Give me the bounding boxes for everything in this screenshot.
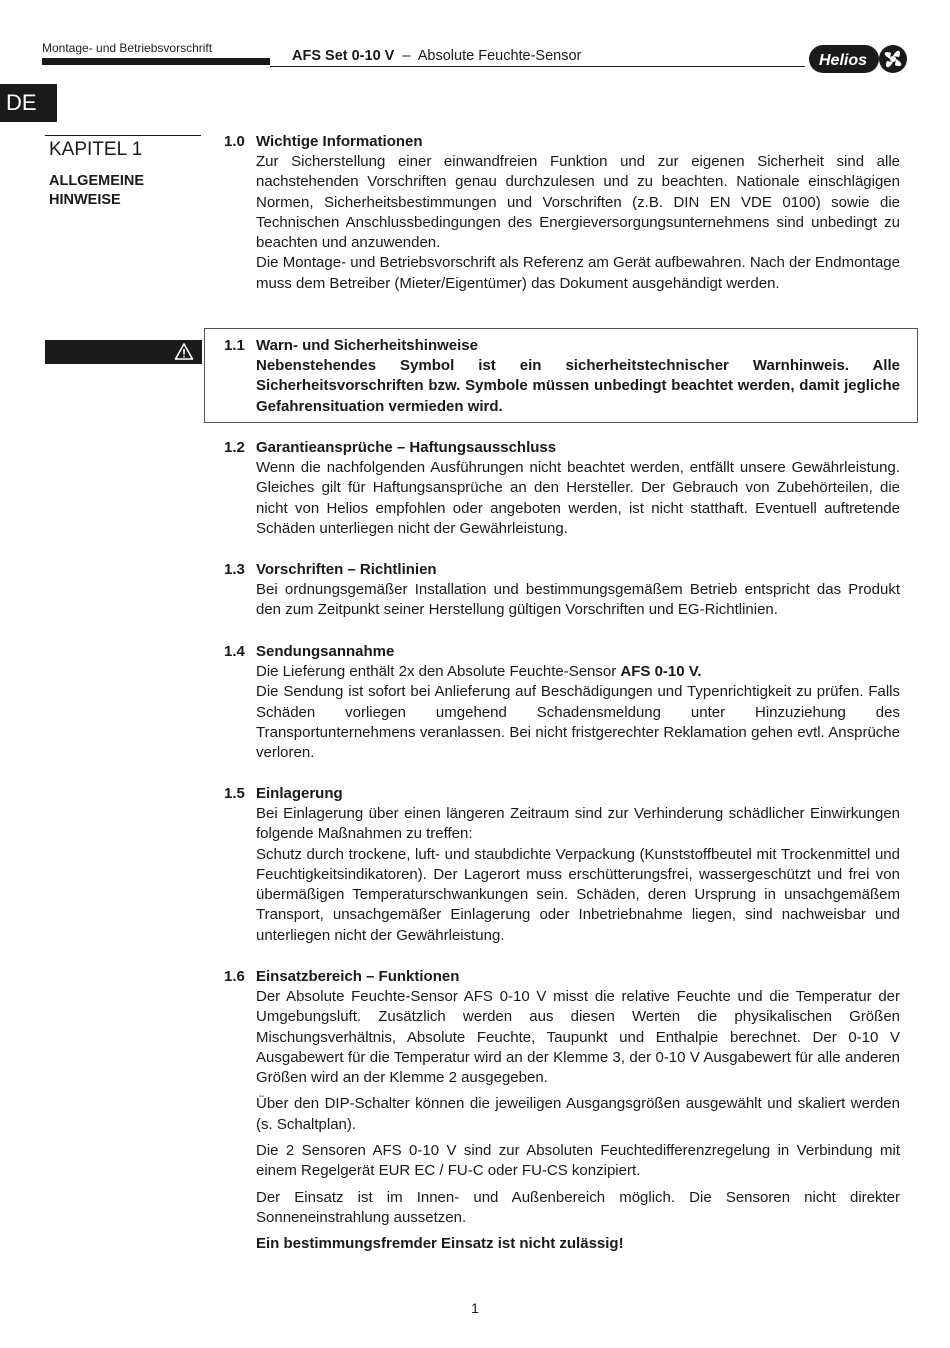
warning-bar [45, 340, 202, 364]
section-title: Einsatzbereich – Funktionen [256, 968, 460, 985]
chapter-rule [45, 135, 201, 136]
warning-triangle-icon [174, 342, 194, 361]
page-number: 1 [471, 1300, 479, 1316]
section-title: Garantieansprüche – Haftungsausschluss [256, 439, 557, 456]
section-1-3 [224, 560, 900, 621]
section-heading [224, 784, 900, 804]
paragraph: Bei Einlagerung über einen längeren Zeitraum sind zur Verhinderung schädlicher Einwirkungen folgende Maßnahmen zu treffen: [256, 805, 900, 843]
fan-icon [879, 45, 907, 73]
section-title: Einlagerung [256, 785, 343, 802]
section-title: Warn- und Sicherheitshinweise [256, 337, 478, 354]
section-number: 1.4 [224, 643, 245, 660]
section-heading [224, 132, 900, 152]
paragraph: Schutz durch trockene, luft- und staubdichte Verpackung (Kunststoffbeutel mit Trockenmittel und Feuchtigkeitsindikatoren). Der Lagerort muss erschütterungsfrei, wassergeschützt und frei von übermäßigen Temperaturschwankungen sein. Schäden, deren Ursprung in unsachgemäßem Transport, unsachgemäßer Einlagerung oder Inbetriebnahme liegen, sind nachweisbar und unterliegen nicht der Gewährleistung. [256, 845, 900, 944]
section-heading [224, 560, 900, 580]
paragraph: Die Montage- und Betriebsvorschrift als Referenz am Gerät aufbewahren. Nach der Endmontage muss dem Betreiber (Mieter/Eigentümer) das Dokument ausgehändigt werden. [256, 254, 900, 292]
section-heading [224, 336, 900, 356]
section-number: 1.2 [224, 439, 245, 456]
section-heading [224, 967, 900, 987]
chapter-title: KAPITEL 1 [49, 139, 143, 160]
paragraph: Die Sendung ist sofort bei Anlieferung auf Beschädigungen und Typenrichtigkeit zu prüfen. Falls Schäden vorliegen umgehend Schadensmeldung unter Hinzuziehung des Transportunternehmens veranlassen. Bei nicht fristgerechter Reklamation gehen evtl. Ansprüche verloren. [256, 683, 900, 762]
header-rule [270, 66, 805, 67]
delivery-text: Die Lieferung enthält 2x den Absolute Feuchte-Sensor [256, 663, 617, 680]
paragraph [256, 662, 900, 682]
warning-paragraph: Nebenstehendes Symbol ist ein sicherheitstechnischer Warnhinweis. Alle Sicherheitsvorschriften bzw. Symbole müssen unbedingt beachtet werden, damit jegliche Gefahrensituation vermieden wird. [256, 357, 900, 415]
section-number: 1.5 [224, 785, 245, 802]
section-title: Sendungsannahme [256, 643, 395, 660]
logo-text: Helios [818, 52, 868, 69]
section-number: 1.3 [224, 561, 245, 578]
section-1-0 [224, 132, 900, 294]
product-title [292, 48, 581, 64]
product-name: AFS Set 0-10 V [292, 48, 395, 64]
document-type: Montage- und Betriebsvorschrift [42, 41, 213, 55]
paragraph: Die 2 Sensoren AFS 0-10 V sind zur Absoluten Feuchtedifferenzregelung in Verbindung mit einem Regelgerät EUR EC / FU-C oder FU-CS konzipiert. [256, 1142, 900, 1180]
paragraph: Wenn die nachfolgenden Ausführungen nicht beachtet werden, entfällt unsere Gewährleistung. Gleiches gilt für Haftungsansprüche an den Hersteller. Der Gebrauch von Zubehörteilen, die nicht von Helios empfohlen oder angeboten werden, ist nicht statthaft. Eventuell auftretende Schäden unterliegen nicht der Gewährleistung. [256, 459, 900, 537]
language-tab: DE [0, 84, 57, 122]
header-bar [42, 58, 270, 65]
section-heading [224, 642, 900, 662]
section-1-6 [224, 967, 900, 1255]
chapter-subtitle: ALLGEMEINE HINWEISE [49, 173, 145, 208]
paragraph: Bei ordnungsgemäßer Installation und bestimmungsgemäßem Betrieb entspricht das Produkt den zum Zeitpunkt seiner Herstellung gültigen Vorschriften und EG-Richtlinien. [256, 581, 900, 619]
product-description: Absolute Feuchte-Sensor [417, 48, 582, 64]
section-title: Vorschriften – Richtlinien [256, 561, 437, 578]
paragraph: Zur Sicherstellung einer einwandfreien Funktion und zur eigenen Sicherheit sind alle nachstehenden Vorschriften genau durchzulesen und zu beachten. Nationale einschlägigen Normen, Sicherheitsbestimmungen und Vorschriften (z.B. DIN EN VDE 0100) sowie die Technischen Anschlussbedingungen des Energieversorgungsunternehmens sind unbedingt zu beachten und anzuwenden. [256, 153, 900, 252]
section-1-5 [224, 784, 900, 946]
paragraph: Der Einsatz ist im Innen- und Außenbereich möglich. Die Sensoren nicht direkter Sonneneinstrahlung aussetzen. [256, 1188, 900, 1226]
section-number: 1.1 [224, 337, 245, 354]
section-number: 1.6 [224, 968, 245, 985]
helios-logo [808, 43, 908, 75]
paragraph: Über den DIP-Schalter können die jeweiligen Ausgangsgrößen ausgewählt und skaliert werden (s. Schaltplan). [256, 1095, 900, 1133]
section-1-1 [224, 336, 900, 417]
section-title: Wichtige Informationen [256, 133, 423, 150]
section-1-2 [224, 438, 900, 539]
section-1-4 [224, 642, 900, 763]
product-separator: – [402, 48, 411, 64]
paragraph: Der Absolute Feuchte-Sensor AFS 0-10 V misst die relative Feuchte und die Temperatur der Umgebungsluft. Zusätzlich werden aus diesen Werten die physikalischen Größen Mischungsverhältnis, Absolute Feuchte, Taupunkt und Enthalpie berechnet. Der 0-10 V Ausgabewert für die Temperatur wird an der Klemme 3, der 0-10 V Ausgabewert für alle anderen Größen wird an der Klemme 2 ausgegeben. [256, 988, 900, 1087]
section-heading [224, 438, 900, 458]
usage-warning: Ein bestimmungsfremder Einsatz ist nicht zulässig! [256, 1235, 624, 1253]
product-model: AFS 0-10 V. [620, 663, 702, 680]
section-number: 1.0 [224, 133, 245, 150]
